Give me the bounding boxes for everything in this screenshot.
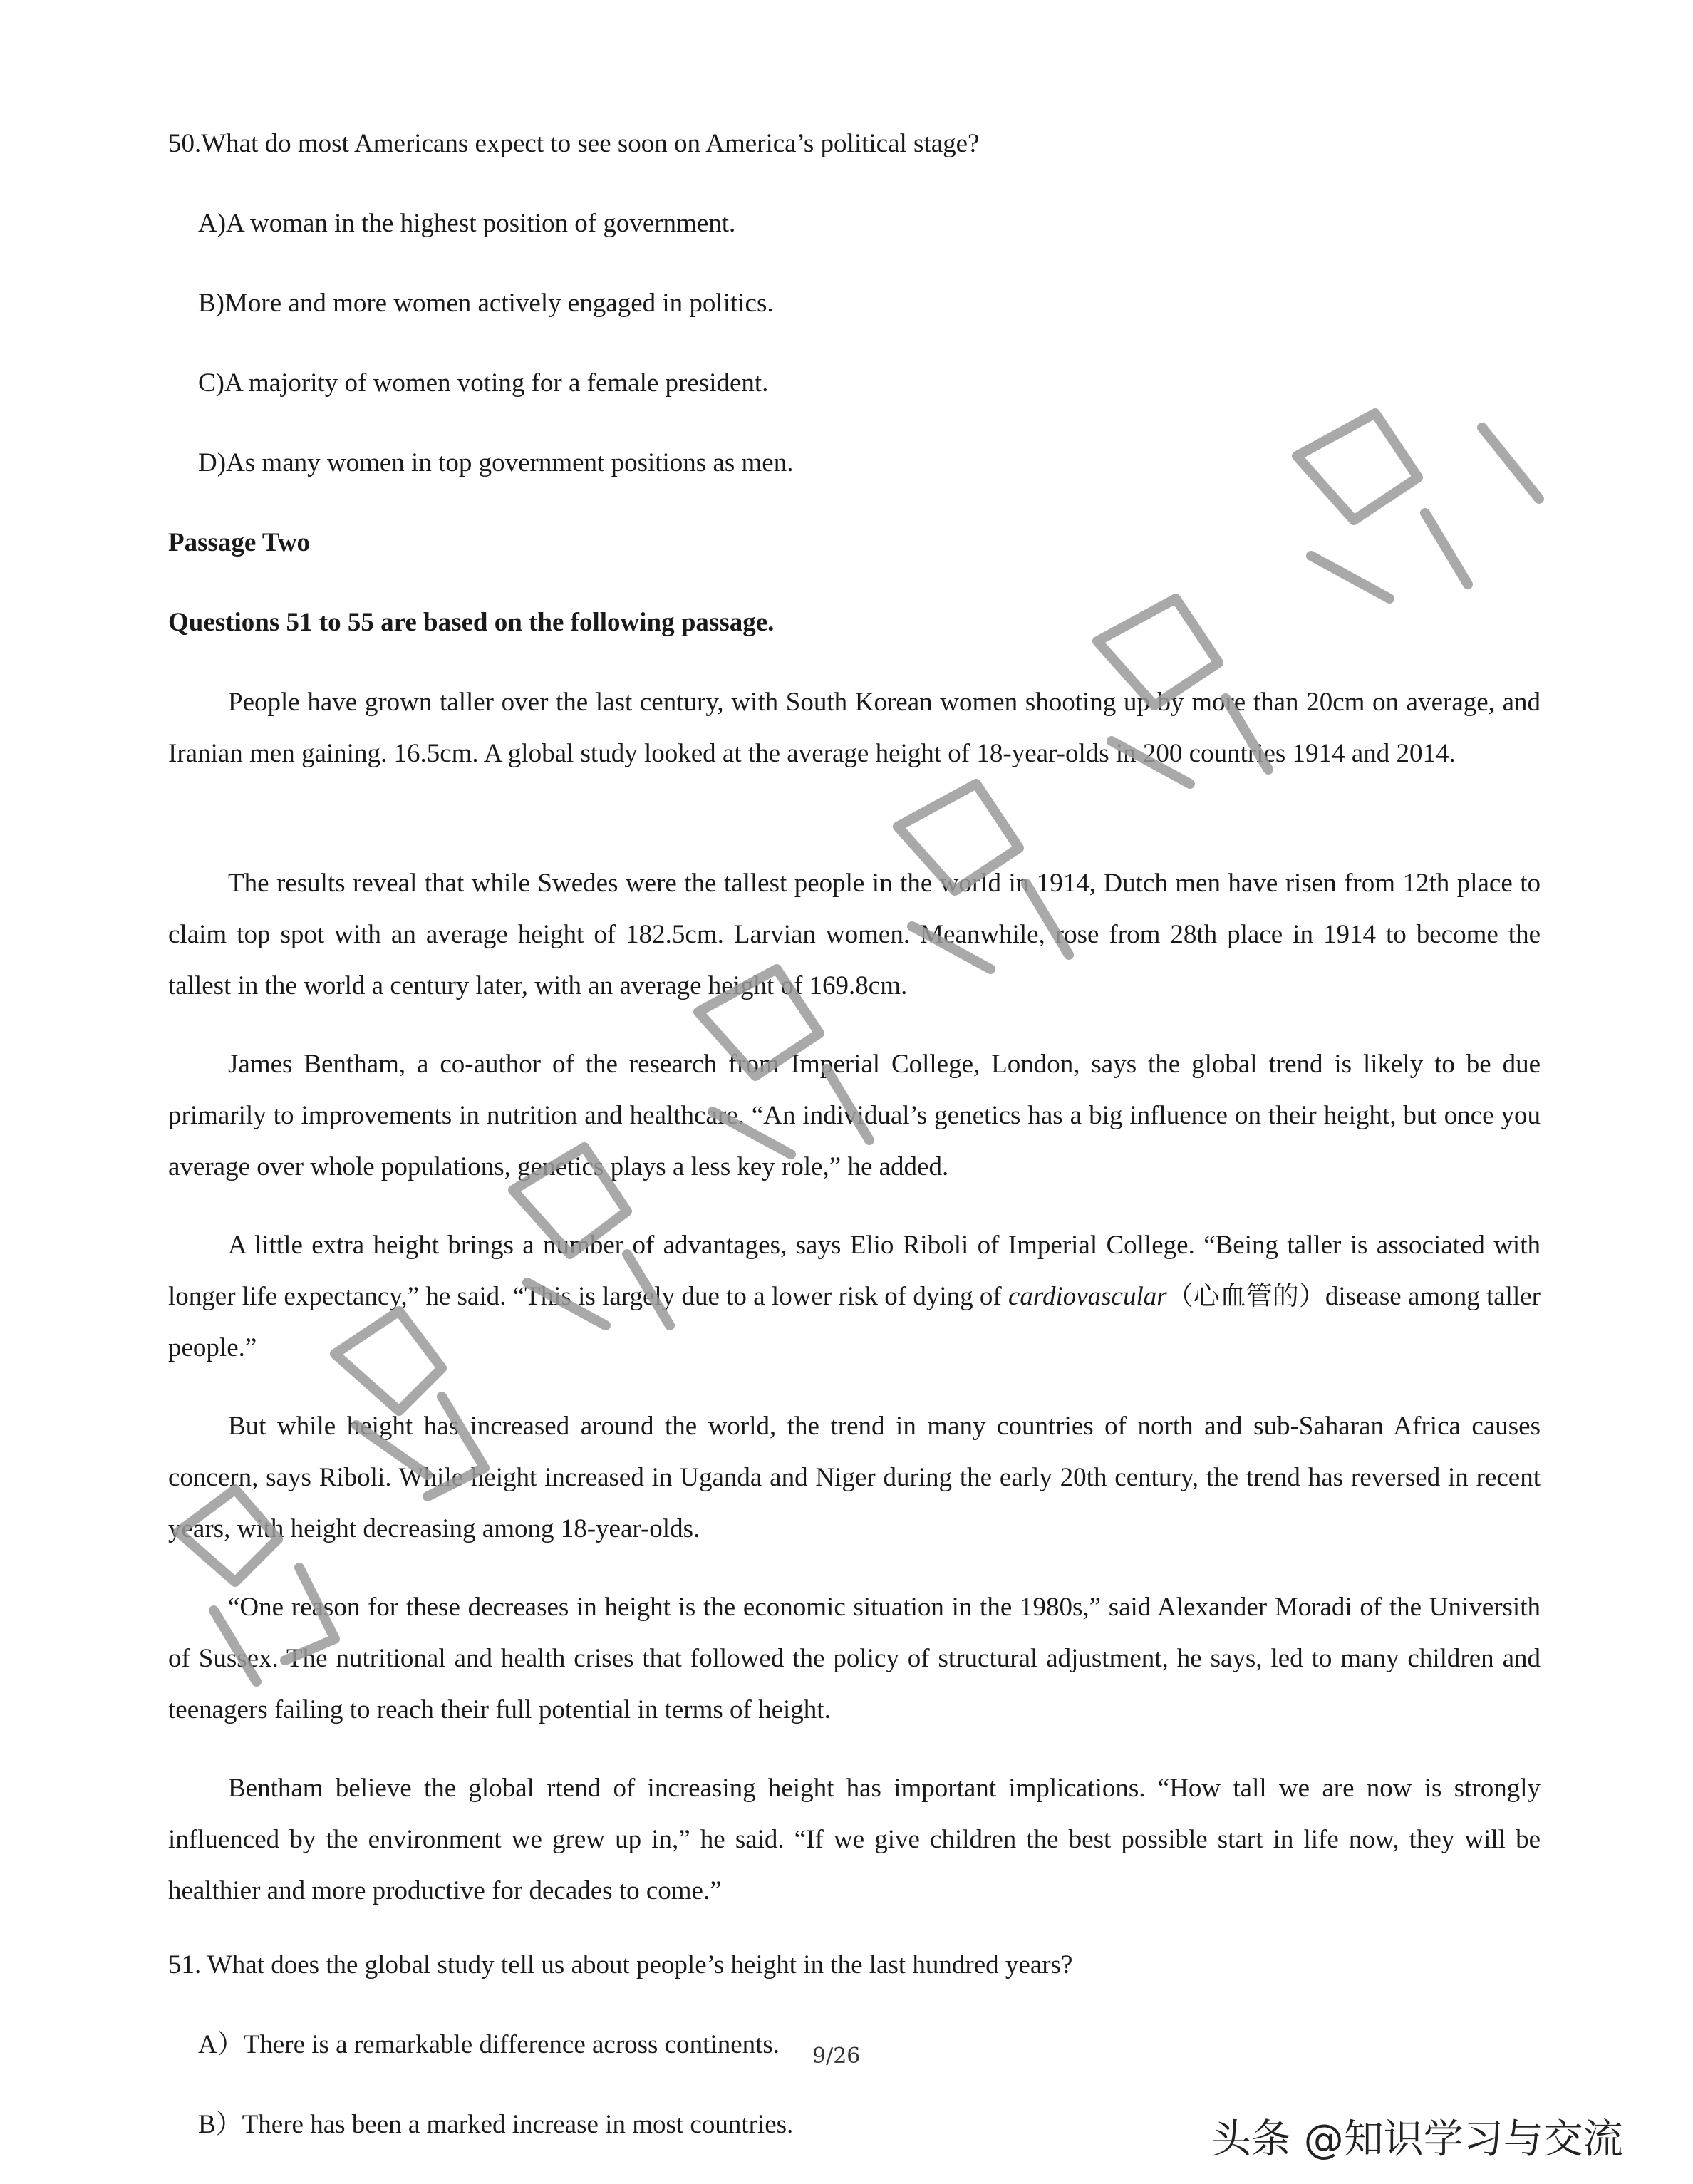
question-50: 50.What do most Americans expect to see soon on America’s political stage? <box>168 129 980 158</box>
passage-instruction: Questions 51 to 55 are based on the following passage. <box>168 608 775 637</box>
paragraph-4 <box>168 1220 1541 1374</box>
paragraph-7: Bentham believe the global rtend of increasing height has important implications. “How tall we are now is strongly influenced by the environment we grew up in,” he said. “If we give children the best possible start in life now, they will be healthier and more productive for decades to come.” <box>168 1774 1541 1905</box>
source-credit: 头条 @知识学习与交流 <box>1211 2116 1623 2163</box>
paragraph-2: The results reveal that while Swedes were the tallest people in the world in 1914, Dutch men have risen from 12th place to claim top spot with an average height of 182.5cm. Larvian women. Meanwhile, rose from 28th place in 1914 to become the tallest in the world a century later, with an average height of 169.8cm. <box>168 869 1541 1000</box>
paragraph-1: People have grown taller over the last century, with South Korean women shooting up by more than 20cm on average, and Iranian men gaining. 16.5cm. A global study looked at the average height of 18-year-olds in 200 countries 1914 and 2014. <box>168 688 1541 768</box>
q50-option-d: D)As many women in top government positions as men. <box>198 448 794 477</box>
watermark-glyph-7 <box>1297 413 1539 599</box>
paragraph-5: But while height has increased around the world, the trend in many countries of north and sub-Saharan Africa causes concern, says Riboli. While height increased in Uganda and Niger during the early 20th century, the trend has reversed in recent years, with height decreasing among 18-year-olds. <box>168 1412 1541 1543</box>
q51-option-a: A）There is a remarkable difference across continents. <box>198 2030 780 2059</box>
paragraph-3: James Bentham, a co-author of the research from Imperial College, London, says the global trend is likely to be due primarily to improvements in nutrition and healthcare. “An individual’s genetics has a big influence on their height, but once you average over whole populations, genetics plays a less key role,” he added. <box>168 1050 1541 1181</box>
italic-term: cardiovascular <box>1008 1282 1167 1311</box>
question-51: 51. What does the global study tell us about people’s height in the last hundred years? <box>168 1950 1073 1979</box>
q51-option-b: B）There has been a marked increase in most countries. <box>198 2110 794 2139</box>
passage-heading: Passage Two <box>168 528 311 557</box>
q50-option-a: A)A woman in the highest position of government. <box>198 209 736 238</box>
paragraph-4-text: A little extra height brings a number of advantages, says Elio Riboli of Imperial College. “Being taller is associated with longer life expectancy,” he said. “This is largely due to a lower risk of dying of <box>168 1231 1541 1311</box>
paragraph-4-end: （心血管的）disease among taller people.” <box>168 1282 1541 1362</box>
paragraph-6: “One reason for these decreases in height is the economic situation in the 1980s,” said Alexander Moradi of the Universith of Sussex. The nutritional and health crises that followed the policy of structural adjustment, he says, led to many children and teenagers failing to reach their full potential in terms of height. <box>168 1593 1541 1724</box>
q50-option-b: B)More and more women actively engaged in politics. <box>198 289 774 318</box>
q50-option-c: C)A majority of women voting for a female president. <box>198 368 769 398</box>
page-number: 9/26 <box>812 2044 861 2069</box>
